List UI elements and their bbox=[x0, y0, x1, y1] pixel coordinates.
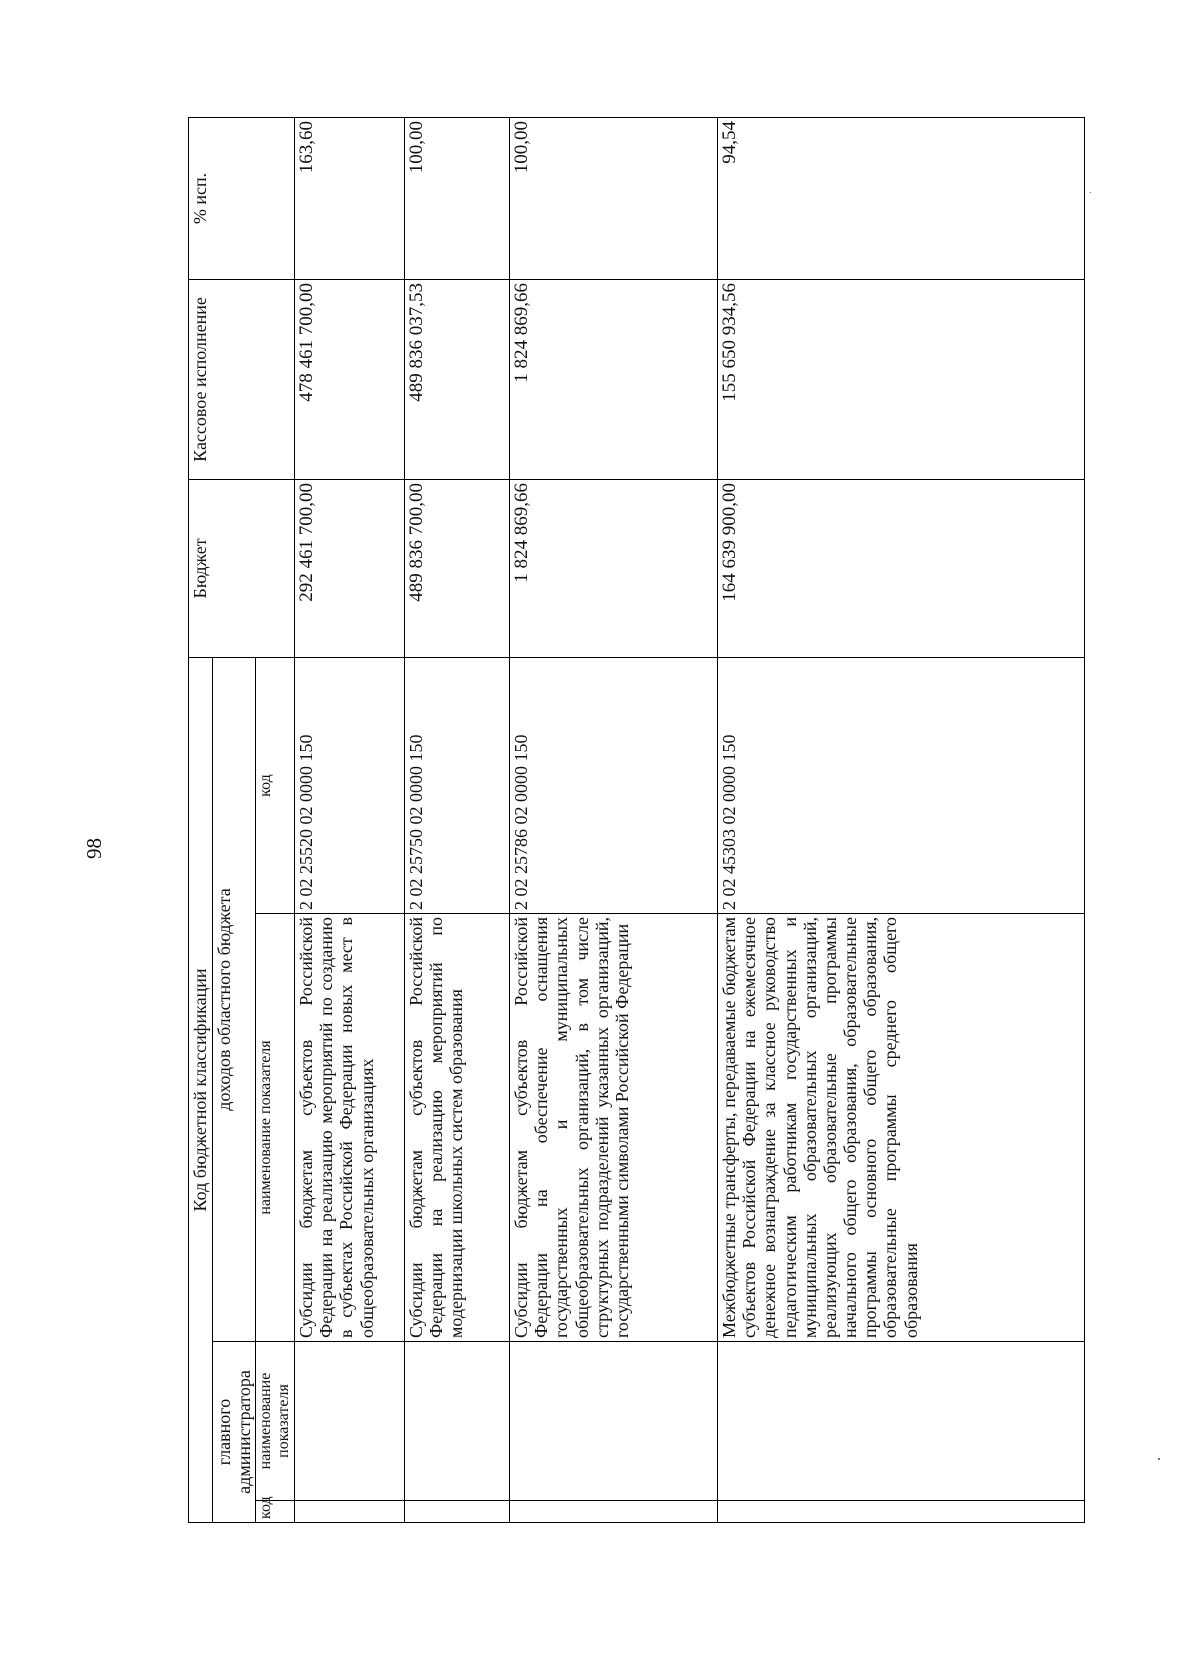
revenue-code-cell: 2 02 25786 02 0000 150 bbox=[510, 657, 718, 913]
budget-cell: 292 461 700,00 bbox=[295, 479, 405, 657]
admin-name-header: наименование показателя bbox=[256, 1342, 295, 1501]
admin-code-header: код bbox=[256, 1501, 295, 1523]
percent-cell: 163,60 bbox=[295, 117, 405, 279]
table-row bbox=[295, 117, 405, 1522]
execution-cell: 1 824 869,66 bbox=[510, 279, 718, 479]
admin-name-cell bbox=[510, 1342, 718, 1501]
revenue-name-cell: Субсидии бюджетам субъектов Российской Федерации на реализацию мероприятий по созданию в субъектах Российской Федерации новых мест в общеобразовательных организациях bbox=[295, 914, 405, 1342]
rotated-table-wrapper bbox=[188, 118, 1048, 1523]
scan-speck bbox=[1158, 1458, 1160, 1460]
percent-cell: 100,00 bbox=[405, 117, 510, 279]
table-row bbox=[718, 117, 1085, 1522]
execution-header: Кассовое исполнение bbox=[189, 279, 295, 479]
table-body bbox=[295, 117, 1085, 1522]
page-number: 98 bbox=[82, 838, 106, 859]
admin-name-cell bbox=[405, 1342, 510, 1501]
execution-cell: 155 650 934,56 bbox=[718, 279, 1085, 479]
table-header bbox=[189, 117, 295, 1522]
budget-cell: 164 639 900,00 bbox=[718, 479, 1085, 657]
classification-header: Код бюджетной классификации bbox=[189, 657, 213, 1522]
revenue-code-cell: 2 02 25520 02 0000 150 bbox=[295, 657, 405, 913]
revenue-group-header: доходов областного бюджета bbox=[213, 657, 256, 1341]
execution-cell: 489 836 037,53 bbox=[405, 279, 510, 479]
revenue-name-cell: Субсидии бюджетам субъектов Российской Федерации на реализацию мероприятий по модернизации школьных систем образования bbox=[405, 914, 510, 1342]
admin-code-cell bbox=[295, 1501, 405, 1523]
admin-name-cell bbox=[718, 1342, 1085, 1501]
admin-code-cell bbox=[405, 1501, 510, 1523]
budget-header: Бюджет bbox=[189, 479, 295, 657]
execution-cell: 478 461 700,00 bbox=[295, 279, 405, 479]
table-row bbox=[405, 117, 510, 1522]
percent-cell: 94,54 bbox=[718, 117, 1085, 279]
revenue-name-cell: Межбюджетные трансферты, передаваемые бюджетам субъектов Российской Федерации на ежемесячное денежное вознаграждение за классное руководство педагогическим работникам государственных и муниципальных образовательных организаций, реализующих образовательные программы начального общего образования, образовательные программы основного общего образования, образовательные программы среднего общего образования bbox=[718, 914, 1085, 1342]
admin-group-header: главного администратора bbox=[213, 1342, 256, 1523]
revenue-name-cell: Субсидии бюджетам субъектов Российской Федерации на обеспечение оснащения государственных и муниципальных общеобразовательных организаций, в том числе структурных подразделений указанных организаций, государственными символами Российской Федерации bbox=[510, 914, 718, 1342]
budget-cell: 489 836 700,00 bbox=[405, 479, 510, 657]
budget-table bbox=[188, 117, 1085, 1523]
revenue-code-header: код bbox=[256, 657, 295, 913]
table-row bbox=[510, 117, 718, 1522]
percent-cell: 100,00 bbox=[510, 117, 718, 279]
revenue-name-header: наименование показателя bbox=[256, 914, 295, 1342]
scan-speck bbox=[1090, 192, 1091, 193]
revenue-code-cell: 2 02 45303 02 0000 150 bbox=[718, 657, 1085, 913]
admin-code-cell bbox=[510, 1501, 718, 1523]
admin-name-cell bbox=[295, 1342, 405, 1501]
budget-cell: 1 824 869,66 bbox=[510, 479, 718, 657]
admin-code-cell bbox=[718, 1501, 1085, 1523]
percent-header: % исп. bbox=[189, 117, 295, 279]
revenue-code-cell: 2 02 25750 02 0000 150 bbox=[405, 657, 510, 913]
